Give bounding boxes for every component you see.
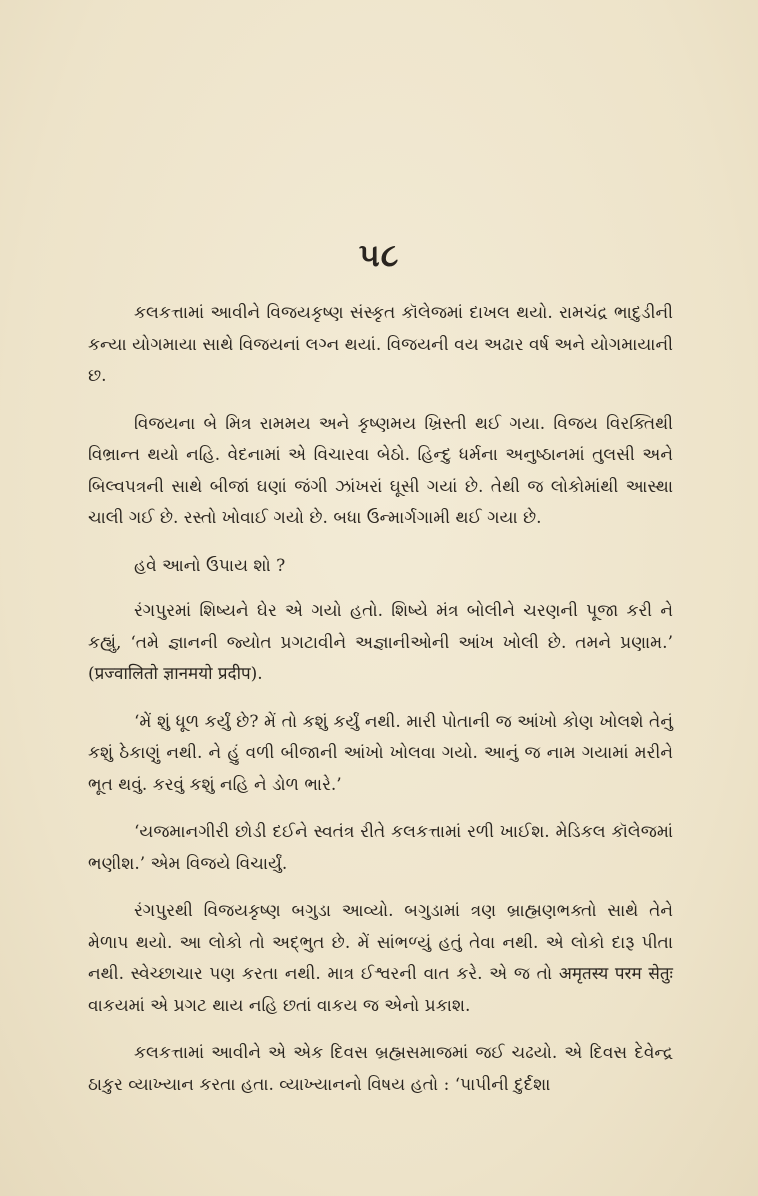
paragraph: કલકત્તામાં આવીને એ એક દિવસ બ્રહ્મસમાજમાં જઈ ચઢયો. એ દિવસ દેવેન્દ્ર ઠાકુર વ્યાખ્યાન કરતા હતા. વ્યાખ્યાનનો વિષય હતો : ‘પાપીની દુર્દશા [88,1043,673,1095]
paragraph: રંગપુરથી વિજયકૃષ્ણ બગુડા આવ્યો. બગુડામાં ત્રણ બ્રાહ્મણભક્તો સાથે તેને મેળાપ થયો. આ લોકો તો અદ્ભુત છે. મેં સાંભળ્યું હતું તેવા નથી. એ લોકો દારૂ પીતા નથી. સ્વેચ્છાચાર પણ કરતા નથી. માત્ર ઈશ્વરની વાત કરે. એ જ તો अमृतस्य परम सेतुः વાકયમાં એ પ્રગટ થાય નહિ છતાં વાકય જ એનો પ્રકાશ. [88,901,673,1016]
body-text [88,298,673,1117]
paragraph: કલકત્તામાં આવીને વિજયકૃષ્ણ સંસ્કૃત કૉલેજમાં દાખલ થયો. રામચંદ્ર ભાદુડીની કન્યા યોગમાયા સાથે વિજયનાં લગ્ન થયાં. વિજયની વય અઢાર વર્ષ અને યોગમાયાની છ. [88,303,673,386]
paragraph: ‘યજમાનગીરી છોડી દઈને સ્વતંત્ર રીતે કલકત્તામાં રળી ખાઈશ. મેડિકલ કૉલેજમાં ભણીશ.’ એમ વિજયે વિચાર્યું. [88,822,673,874]
paragraph: હવે આનો ઉપાય શો ? [134,555,286,576]
paragraph: રંગપુરમાં શિષ્યને ઘેર એ ગયો હતો. શિષ્યે મંત્ર બોલીને ચરણની પૂજા કરી ને કહ્યું, ‘તમે જ્ઞાનની જ્યોત પ્રગટાવીને અજ્ઞાનીઓની આંખ ખોલી છે. તમને પ્રણામ.’ (प्रज्वालितो ज्ञानमयो प्रदीप). [88,601,673,684]
paragraph: વિજયના બે મિત્ર રામમય અને કૃષ્ણમય ખ્રિસ્તી થઈ ગયા. વિજય વિરક્તિથી વિભ્રાન્ત થયો નહિ. વેદનામાં એ વિચારવા બેઠો. હિન્દુ ધર્મના અનુષ્ઠાનમાં તુલસી અને બિલ્વપત્રની સાથે બીજાં ઘણાં જંગી ઝાંખરાં ઘૂસી ગયાં છે. તેથી જ લોકોમાંથી આસ્થા ચાલી ગઈ છે. રસ્તો ખોવાઈ ગયો છે. બધા ઉન્માર્ગગામી થઈ ગયા છે. [88,413,673,528]
chapter-number: ૫૮ [358,236,400,275]
paragraph: ‘મેં શું ધૂળ કર્યું છે? મેં તો કશું કર્યું નથી. મારી પોતાની જ આંખો કોણ ખોલશે તેનું કશું ઠેકાણું નથી. ને હું વળી બીજાની આંખો ખોલવા ગયો. આનું જ નામ ગયામાં મરીને ભૂત થવું. કરવું કશું નહિ ને ડોળ ભારે.’ [88,711,673,795]
